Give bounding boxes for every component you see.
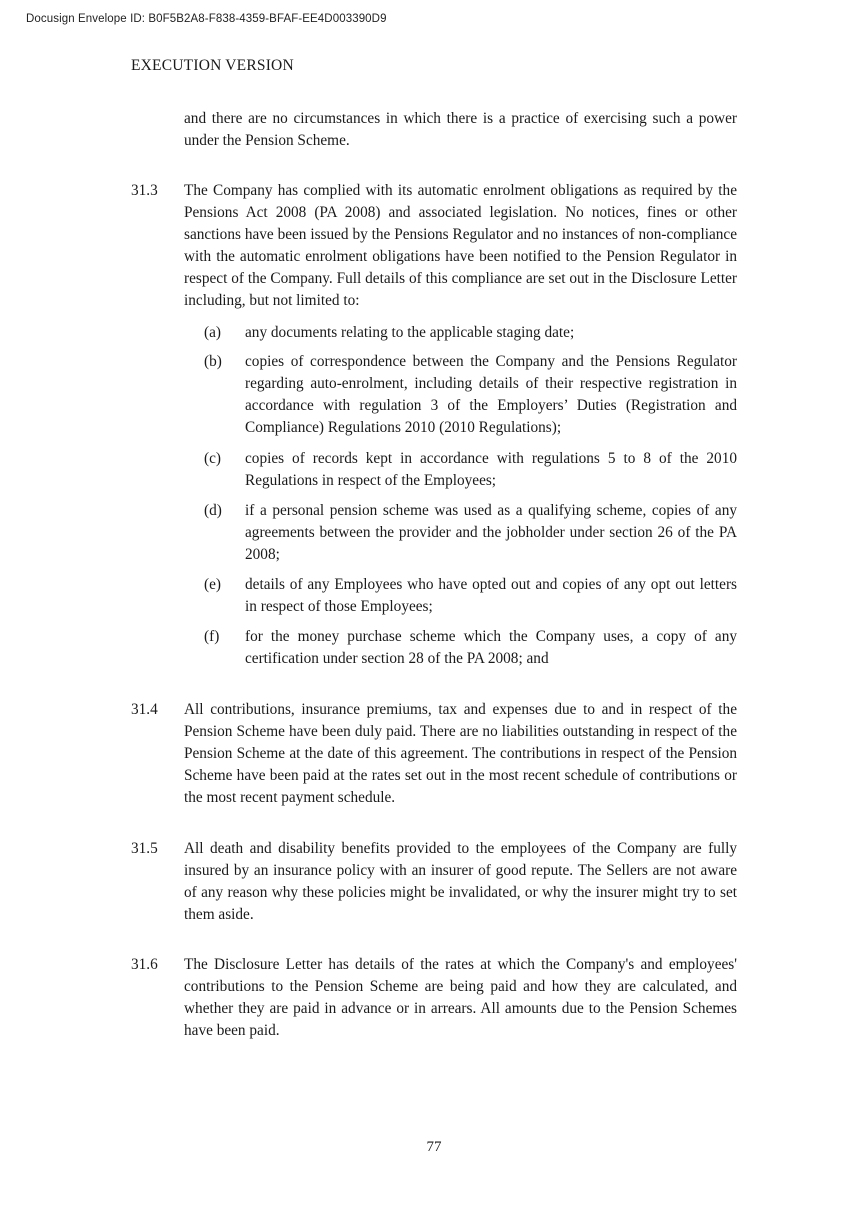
clause-number: 31.3	[131, 182, 158, 199]
clause-number: 31.6	[131, 956, 158, 973]
clause-text: All contributions, insurance premiums, tax and expenses due to and in respect of the Pension Scheme have been duly paid. There are no liabilities outstanding in respect of the Pension Scheme at the date of this agreement. The contributions in respect of the Pension Scheme have been paid at the rates set out in the most recent schedule of contributions or the most recent payment schedule.	[184, 701, 737, 806]
item-label: (e)	[204, 576, 221, 593]
item-text: if a personal pension scheme was used as a qualifying scheme, copies of any agreements between the provider and the jobholder under section 26 of the PA 2008;	[245, 502, 737, 563]
page-number: 77	[426, 1139, 442, 1155]
envelope-id: Docusign Envelope ID: B0F5B2A8-F838-4359-BFAF-EE4D003390D9	[26, 13, 387, 25]
clause-text: The Company has complied with its automatic enrolment obligations as required by the Pensions Act 2008 (PA 2008) and associated legislation. No notices, fines or other sanctions have been issued by the Pensions Regulator and no instances of non-compliance with the automatic enrolment obligations have been notified to the Pension Regulator in respect of the Company. Full details of this compliance are set out in the Disclosure Letter including, but not limited to:	[184, 182, 737, 309]
item-label: (d)	[204, 502, 222, 519]
item-label: (b)	[204, 353, 222, 370]
item-label: (a)	[204, 324, 221, 341]
item-text: for the money purchase scheme which the Company uses, a copy of any certification under section 28 of the PA 2008; and	[245, 628, 737, 667]
item-label: (c)	[204, 450, 221, 467]
item-text: any documents relating to the applicable staging date;	[245, 324, 575, 341]
item-text: copies of records kept in accordance with regulations 5 to 8 of the 2010 Regulations in respect of the Employees;	[245, 450, 737, 489]
clause-number: 31.4	[131, 701, 158, 718]
item-label: (f)	[204, 628, 220, 645]
version-label: EXECUTION VERSION	[131, 57, 294, 74]
item-text: details of any Employees who have opted out and copies of any opt out letters in respect of those Employees;	[245, 576, 737, 615]
clause-number: 31.5	[131, 840, 158, 857]
clause-text: All death and disability benefits provided to the employees of the Company are fully insured by an insurance policy with an insurer of good repute. The Sellers are not aware of any reason why these policies might be invalidated, or why the insurer might try to set them aside.	[184, 840, 737, 923]
clause-text: The Disclosure Letter has details of the rates at which the Company's and employees' contributions to the Pension Scheme are being paid and how they are calculated, and whether they are paid in advance or in arrears. All amounts due to the Pension Schemes have been paid.	[184, 956, 737, 1039]
item-text: copies of correspondence between the Company and the Pensions Regulator regarding auto-enrolment, including details of their respective registration in accordance with regulation 3 of the Employers’ Duties (Registration and Compliance) Regulations 2010 (2010 Regulations);	[245, 353, 737, 436]
continuation-paragraph: and there are no circumstances in which there is a practice of exercising such a power under the Pension Scheme.	[184, 110, 737, 149]
